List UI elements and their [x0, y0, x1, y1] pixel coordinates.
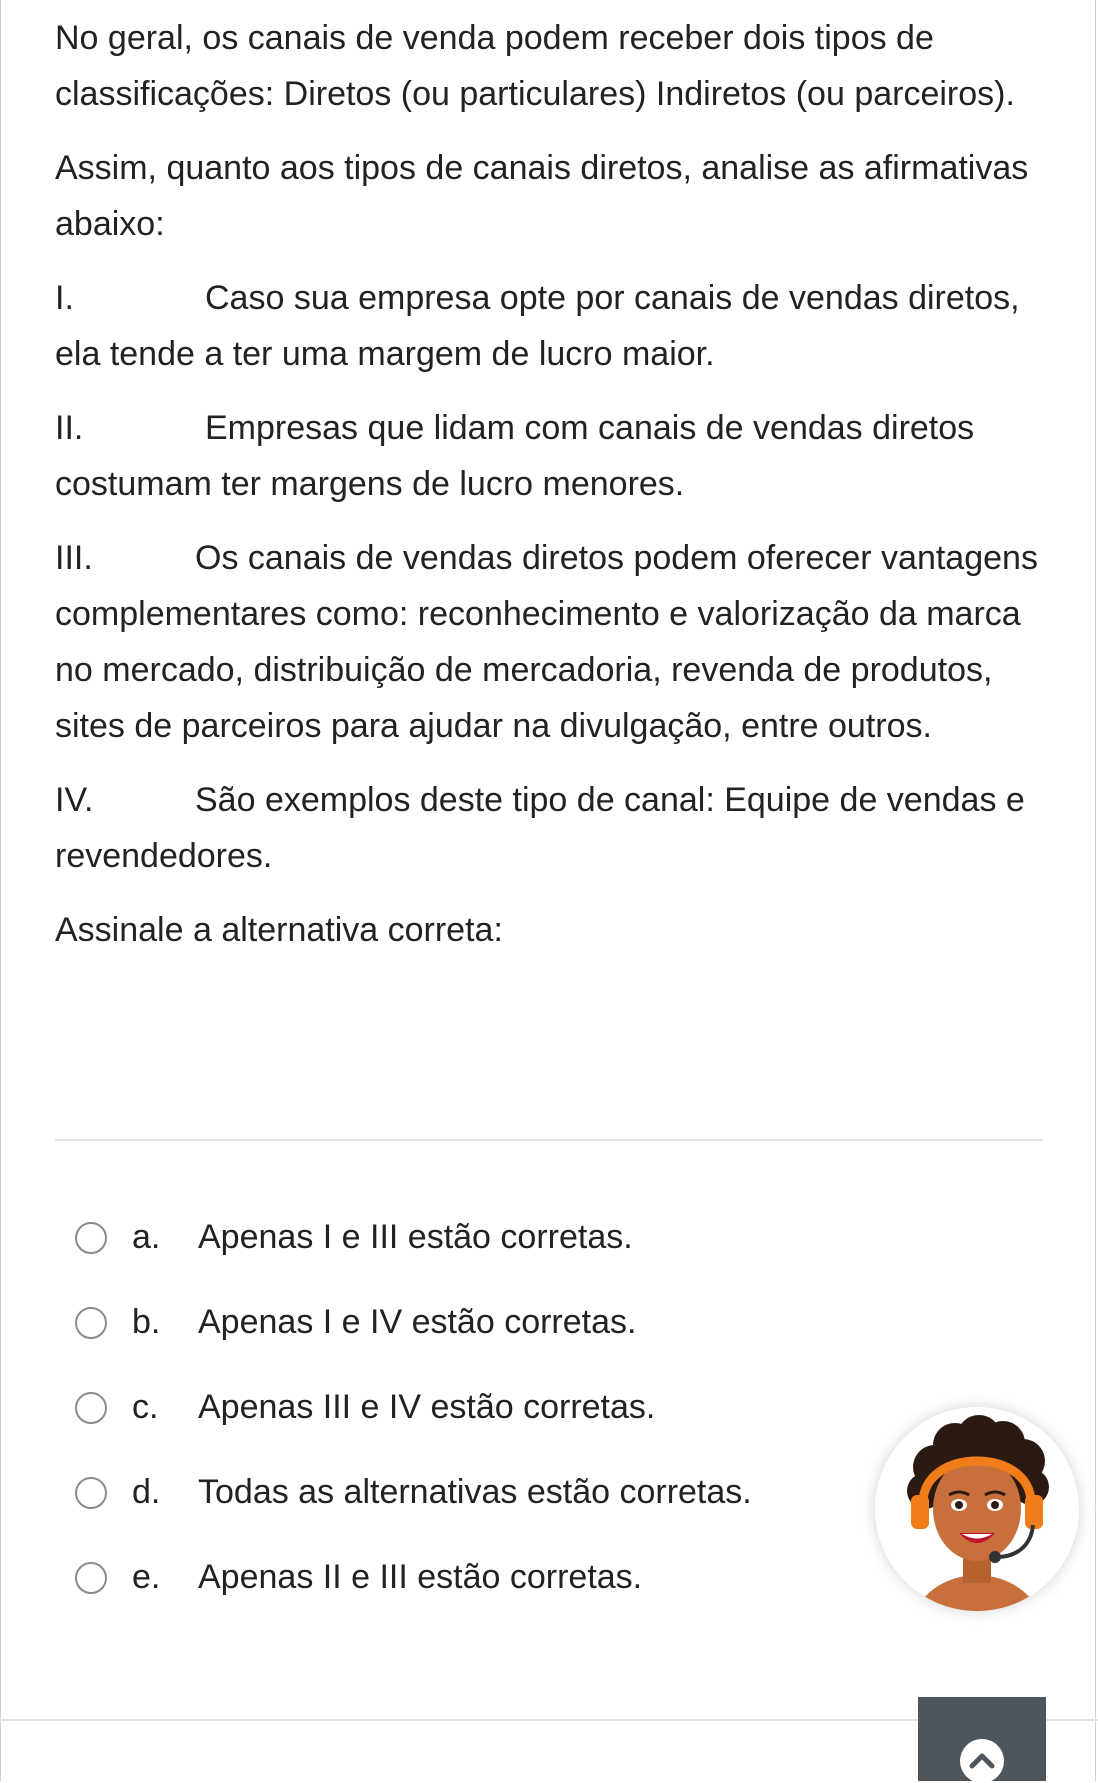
option-e[interactable]	[75, 1535, 752, 1620]
statement-number: IV.	[55, 781, 94, 819]
option-text: Apenas I e IV estão corretas.	[198, 1303, 637, 1341]
statement-text: Empresas que lidam com canais de vendas diretos costumam ter margens de lucro menores.	[55, 409, 975, 503]
scroll-to-top-button[interactable]	[918, 1697, 1046, 1781]
option-letter: e.	[132, 1558, 161, 1596]
option-text: Apenas III e IV estão corretas.	[198, 1388, 656, 1426]
statement-number: II.	[55, 409, 84, 447]
statement-text: São exemplos deste tipo de canal: Equipe de vendas e revendedores.	[55, 781, 1025, 875]
answer-options	[75, 1195, 752, 1620]
option-letter: b.	[132, 1303, 161, 1341]
option-letter: c.	[132, 1388, 159, 1426]
chevron-up-icon	[960, 1739, 1004, 1783]
statement-number: III.	[55, 539, 93, 577]
statement-text: Caso sua empresa opte por canais de vendas diretos, ela tende a ter uma margem de lucro maior.	[55, 279, 1020, 373]
statement-3	[55, 530, 1045, 754]
option-a[interactable]	[75, 1195, 752, 1280]
assistant-avatar-icon[interactable]	[875, 1407, 1079, 1611]
radio-button[interactable]	[75, 1392, 107, 1424]
option-c[interactable]	[75, 1365, 752, 1450]
statement-4	[55, 772, 1045, 884]
statement-2	[55, 400, 1045, 512]
radio-button[interactable]	[75, 1477, 107, 1509]
question-instruction: Assinale a alternativa correta:	[55, 911, 503, 949]
option-text: Apenas II e III estão corretas.	[198, 1558, 643, 1596]
option-letter: d.	[132, 1473, 161, 1511]
option-text: Apenas I e III estão corretas.	[198, 1218, 633, 1256]
radio-button[interactable]	[75, 1222, 107, 1254]
statement-1	[55, 270, 1045, 382]
option-text: Todas as alternativas estão corretas.	[198, 1473, 752, 1511]
radio-button[interactable]	[75, 1307, 107, 1339]
assistant-avatar-graphic	[875, 1407, 1079, 1611]
radio-button[interactable]	[75, 1562, 107, 1594]
divider	[55, 1139, 1043, 1141]
option-d[interactable]	[75, 1450, 752, 1535]
question-prompt: Assim, quanto aos tipos de canais diretos, analise as afirmativas abaixo:	[55, 149, 1029, 243]
statement-text: Os canais de vendas diretos podem oferecer vantagens complementares como: reconhecimento e valorização da marca no mercado, distribuição de mercadoria, revenda de produtos, sites de parceiros para ajudar na divulgação, entre outros.	[55, 539, 1038, 745]
option-b[interactable]	[75, 1280, 752, 1365]
option-letter: a.	[132, 1218, 161, 1256]
statement-number: I.	[55, 279, 74, 317]
question-text	[55, 10, 1045, 976]
question-intro: No geral, os canais de venda podem receber dois tipos de classificações: Diretos (ou particulares) Indiretos (ou parceiros).	[55, 19, 1015, 113]
